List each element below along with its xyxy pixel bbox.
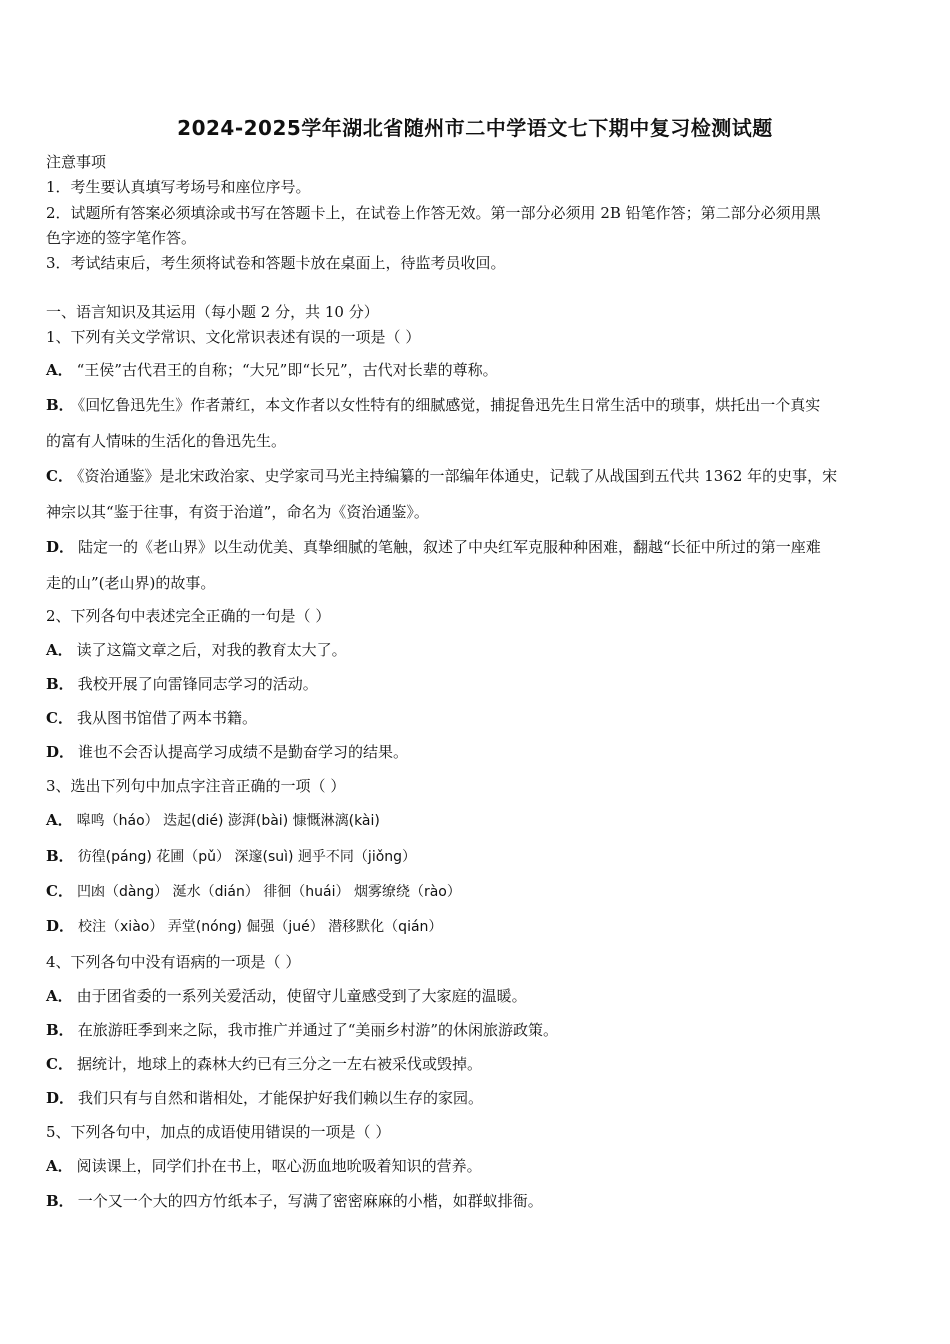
option-text: 我们只有与自然和谐相处，才能保护好我们赖以生存的家园。 (78, 1089, 484, 1107)
page-title: 2024-2025学年湖北省随州市二中学语文七下期中复习检测试题 (177, 116, 773, 140)
notice-item: 2．试题所有答案必须填涂或书写在答题卡上，在试卷上作答无效。第一部分必须用 2B 铅笔作答；第二部分必须用黑 (46, 204, 821, 222)
option-continuation: 走的山”(老山界)的故事。 (46, 574, 216, 592)
question-stem: 4、下列各句中没有语病的一项是（ ） (46, 953, 301, 971)
option-b (46, 1020, 906, 1040)
option-text: “王侯”古代君王的自称；“大兄”即“长兄”，古代对长辈的尊称。 (76, 361, 498, 379)
option-label: A． (46, 811, 73, 829)
option-b (46, 1191, 906, 1211)
option-label: A． (46, 641, 73, 659)
option-continuation: 神宗以其“鉴于往事，有资于治道”，命名为《资治通鉴》。 (46, 503, 429, 521)
option-text: 据统计，地球上的森林大约已有三分之一左右被采伐或毁掉。 (76, 1055, 482, 1073)
option-d (46, 916, 906, 937)
option-a (46, 986, 906, 1006)
option-label: D． (46, 1089, 75, 1107)
option-c (46, 881, 906, 902)
option-d (46, 537, 906, 557)
option-c (46, 1054, 906, 1074)
option-b (46, 674, 906, 694)
option-text: 凹凼（dàng） 涎水（dián） 徘徊（huái） 烟雾缭绕（rào） (76, 884, 461, 900)
notice-item: 3．考试结束后，考生须将试卷和答题卡放在桌面上，待监考员收回。 (46, 254, 506, 272)
option-text: 一个又一个大的四方竹纸本子，写满了密密麻麻的小楷，如群蚁排衙。 (77, 1192, 543, 1210)
option-text: 我校开展了向雷锋同志学习的活动。 (77, 675, 318, 693)
option-a (46, 1156, 906, 1176)
option-label: B． (46, 1021, 74, 1039)
option-label: D． (46, 743, 75, 761)
notice-item: 1．考生要认真填写考场号和座位序号。 (46, 178, 311, 196)
option-text: 在旅游旺季到来之际，我市推广并通过了“美丽乡村游”的休闲旅游政策。 (77, 1021, 559, 1039)
option-text: 阅读课上，同学们扑在书上，呕心沥血地吮吸着知识的营养。 (76, 1157, 482, 1175)
option-label: D． (46, 917, 75, 935)
option-label: C． (46, 467, 73, 485)
question-stem: 5、下列各句中，加点的成语使用错误的一项是（ ） (46, 1123, 391, 1141)
option-d (46, 742, 906, 762)
option-label: A． (46, 987, 73, 1005)
option-continuation: 的富有人情味的生活化的鲁迅先生。 (46, 432, 287, 450)
option-text: 彷徨(páng) 花圃（pǔ） 深邃(suì) 迥乎不同（jiǒng） (77, 849, 417, 865)
option-text: 校注（xiào） 弄堂(nóng) 倔强（jué） 潜移默化（qián） (78, 919, 443, 935)
option-text: 《资治通鉴》是北宋政治家、史学家司马光主持编纂的一部编年体通史，记载了从战国到五代共 1362 年的史事，宋 (76, 467, 838, 485)
notice-item: 色字迹的签字笔作答。 (46, 229, 197, 247)
option-text: 嗥鸣（háo） 迭起(dié) 澎湃(bài) 慷慨淋漓(kài) (76, 813, 380, 829)
option-label: C． (46, 882, 73, 900)
question-stem: 3、选出下列句中加点字注音正确的一项（ ） (46, 777, 346, 795)
option-label: C． (46, 1055, 73, 1073)
option-c (46, 708, 906, 728)
option-label: C． (46, 709, 73, 727)
option-label: A． (46, 361, 73, 379)
option-text: 陆定一的《老山界》以生动优美、真挚细腻的笔触，叙述了中央红军克服种种困难，翻越“长征中所过的第一座难 (78, 538, 821, 556)
question-stem: 2、下列各句中表述完全正确的一句是（ ） (46, 607, 331, 625)
option-c (46, 466, 906, 486)
option-label: B． (46, 1192, 74, 1210)
option-label: B． (46, 675, 74, 693)
option-label: B． (46, 847, 74, 865)
option-text: 由于团省委的一系列关爱活动，使留守儿童感受到了大家庭的温暖。 (76, 987, 527, 1005)
option-text: 谁也不会否认提高学习成绩不是勤奋学习的结果。 (78, 743, 409, 761)
section-heading: 一、语言知识及其运用（每小题 2 分，共 10 分） (46, 303, 379, 321)
option-text: 我从图书馆借了两本书籍。 (76, 709, 257, 727)
option-d (46, 1088, 906, 1108)
option-label: A． (46, 1157, 73, 1175)
question-stem: 1、下列有关文学常识、文化常识表述有误的一项是（ ） (46, 328, 421, 346)
option-label: D． (46, 538, 75, 556)
option-text: 《回忆鲁迅先生》作者萧红，本文作者以女性特有的细腻感觉，捕捉鲁迅先生日常生活中的琐事，烘托出一个真实 (77, 396, 821, 414)
option-text: 读了这篇文章之后，对我的教育太大了。 (76, 641, 347, 659)
option-b (46, 395, 906, 415)
option-b (46, 846, 906, 867)
option-a (46, 360, 906, 380)
option-label: B． (46, 396, 74, 414)
option-a (46, 640, 906, 660)
option-a (46, 810, 906, 831)
notice-heading: 注意事项 (46, 153, 107, 171)
